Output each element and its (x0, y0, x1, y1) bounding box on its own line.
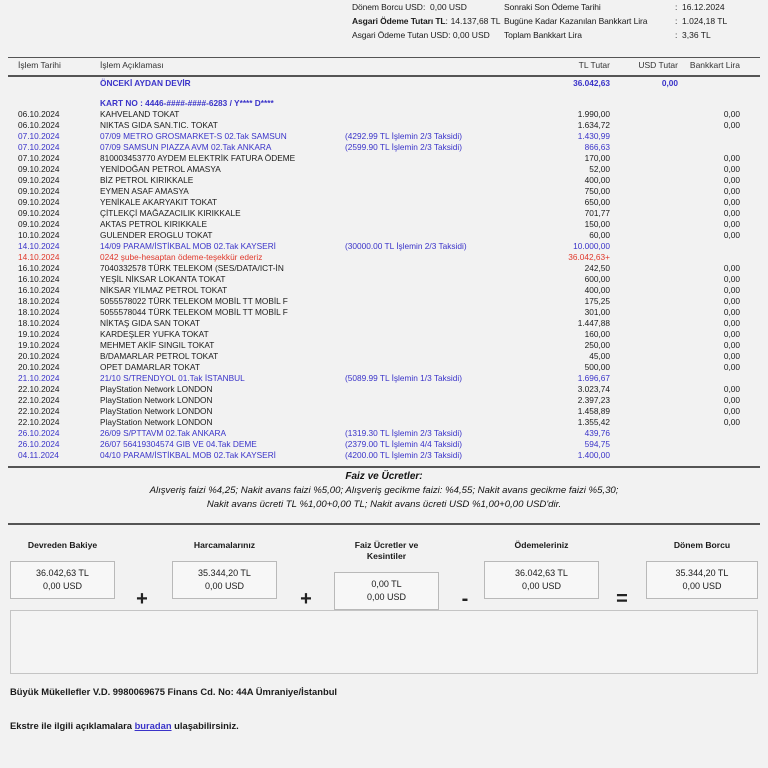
fees-rule-top (8, 466, 760, 468)
card-number-row (0, 98, 768, 109)
transaction-bankkart-lira: 0,00 (723, 417, 740, 427)
transaction-tl-amount: 36.042,63+ (568, 252, 610, 262)
transaction-date: 10.10.2024 (18, 230, 60, 240)
transaction-bankkart-lira: 0,00 (723, 340, 740, 350)
table-row (0, 120, 768, 131)
transaction-description: 5055578022 TÜRK TELEKOM MOBİL TT MOBİL F (100, 296, 288, 306)
summary-cell (484, 540, 599, 599)
summary-value: 0,00 USD (430, 2, 467, 12)
transaction-date: 07.10.2024 (18, 153, 60, 163)
transaction-bankkart-lira: 0,00 (723, 307, 740, 317)
summary-usd-value: 0,00 USD (42, 581, 83, 591)
summary-cell-label: Devreden Bakiye (27, 540, 98, 550)
transaction-description: PlayStation Network LONDON (100, 417, 213, 427)
transaction-description: EYMEN ASAF AMASYA (100, 186, 189, 196)
period-summary (0, 540, 768, 610)
summary-usd-value: 0,00 USD (521, 581, 562, 591)
transaction-bankkart-lira: 0,00 (723, 164, 740, 174)
transaction-bankkart-lira: 0,00 (723, 109, 740, 119)
table-row (0, 274, 768, 285)
transaction-description: NİKTAŞ GIDA SAN TOKAT (100, 318, 200, 328)
transaction-tl-amount: 60,00 (589, 230, 610, 240)
summary-info-row (352, 28, 768, 42)
summary-tl-value: 36.042,63 TL (36, 568, 89, 578)
transaction-bankkart-lira: 0,00 (723, 406, 740, 416)
transaction-date: 09.10.2024 (18, 219, 60, 229)
transaction-tl-amount: 1.447,88 (577, 318, 610, 328)
table-row (0, 373, 768, 384)
summary-operator: + (300, 588, 312, 610)
summary-cell-box (646, 561, 758, 599)
transaction-description: YENİDOĞAN PETROL AMASYA (100, 164, 221, 174)
transaction-description: 7040332578 TÜRK TELEKOM (SES/DATA/ICT-İN (100, 263, 284, 273)
summary-cell (334, 540, 439, 610)
summary-colon: : (423, 2, 426, 12)
summary-cell-label: Faiz Ücretler ve Kesintiler (354, 540, 419, 561)
transaction-tl-amount: 242,50 (584, 263, 610, 273)
note-text-before: Ekstre ile ilgili açıklamalara (10, 720, 135, 731)
table-row (0, 241, 768, 252)
installment-note: (5089.99 TL İşlemin 1/3 Taksidi) (345, 373, 462, 383)
summary-cell-box (334, 572, 439, 610)
fees-line-1: Alışveriş faizi %4,25; Nakit avans faizi %5,00; Alışveriş gecikme faizi: %4,55; Nakit avans gecikme faizi %5,30; (149, 485, 619, 496)
transaction-description: 0242 şube-hesaptan ödeme-teşekkür ederiz (100, 252, 263, 262)
transaction-date: 22.10.2024 (18, 384, 60, 394)
table-row (0, 428, 768, 439)
table-row (0, 131, 768, 142)
transaction-bankkart-lira: 0,00 (723, 362, 740, 372)
table-row (0, 351, 768, 362)
summary-info-row (352, 0, 768, 14)
statement-info-note (10, 720, 239, 731)
transaction-bankkart-lira: 0,00 (723, 329, 740, 339)
table-row (0, 219, 768, 230)
transaction-date: 16.10.2024 (18, 274, 60, 284)
transaction-tl-amount: 52,00 (589, 164, 610, 174)
transaction-bankkart-lira: 0,00 (723, 296, 740, 306)
transaction-bankkart-lira: 0,00 (723, 208, 740, 218)
col-header-bankkart-lira: Bankkart Lira (689, 60, 740, 70)
summary-cell (646, 540, 758, 599)
transaction-description: 26/07 56419304574 GIB VE 04.Tak DEME (100, 439, 257, 449)
table-row (0, 340, 768, 351)
transaction-description: 07/09 METRO GROSMARKET-S 02.Tak SAMSUN (100, 131, 287, 141)
transaction-tl-amount: 175,25 (584, 296, 610, 306)
transaction-date: 26.10.2024 (18, 428, 60, 438)
table-row (0, 164, 768, 175)
transaction-description: OPET DAMARLAR TOKAT (100, 362, 200, 372)
transaction-date: 06.10.2024 (18, 109, 60, 119)
summary-label: Asgari Ödeme Tutan USD (352, 30, 449, 40)
transaction-description: 07/09 SAMSUN PIAZZA AVM 02.Tak ANKARA (100, 142, 272, 152)
table-row (0, 406, 768, 417)
transaction-description: PlayStation Network LONDON (100, 384, 213, 394)
summary-operator: - (461, 588, 469, 610)
table-row (0, 142, 768, 153)
transaction-description: 04/10 PARAM/İSTİKBAL MOB 02.Tak KAYSERİ (100, 450, 276, 460)
summary-cell-label: Dönem Borcu (673, 540, 731, 550)
transaction-date: 19.10.2024 (18, 340, 60, 350)
account-summary-header (352, 0, 768, 44)
transaction-date: 07.10.2024 (18, 131, 60, 141)
summary-operator: + (136, 588, 148, 610)
transaction-date: 18.10.2024 (18, 318, 60, 328)
transaction-bankkart-lira: 0,00 (723, 120, 740, 130)
table-row (0, 109, 768, 120)
transaction-bankkart-lira: 0,00 (723, 285, 740, 295)
transaction-description: YEŞİL NİKSAR LOKANTA TOKAT (100, 274, 226, 284)
summary-tl-value: 36.042,63 TL (515, 568, 568, 578)
table-row (0, 384, 768, 395)
transaction-bankkart-lira: 0,00 (723, 274, 740, 284)
transaction-bankkart-lira: 0,00 (723, 175, 740, 185)
transaction-bankkart-lira: 0,00 (723, 219, 740, 229)
table-row (0, 252, 768, 263)
installment-note: (1319.30 TL İşlemin 2/3 Taksidi) (345, 428, 462, 438)
transaction-tl-amount: 301,00 (584, 307, 610, 317)
transaction-tl-amount: 866,63 (584, 142, 610, 152)
installment-note: (2379.00 TL İşlemin 4/4 Taksidi) (345, 439, 462, 449)
transaction-date: 16.10.2024 (18, 285, 60, 295)
transaction-bankkart-lira: 0,00 (723, 318, 740, 328)
transaction-date: 09.10.2024 (18, 164, 60, 174)
summary-value: 0,00 USD (452, 30, 490, 40)
transaction-description: B/DAMARLAR PETROL TOKAT (100, 351, 219, 361)
transaction-description: 21/10 S/TRENDYOL 01.Tak İSTANBUL (100, 373, 245, 383)
transaction-description: 14/09 PARAM/İSTİKBAL MOB 02.Tak KAYSERİ (100, 241, 276, 251)
transaction-tl-amount: 594,75 (584, 439, 610, 449)
fees-rule-bottom (8, 523, 760, 525)
col-header-date: İşlem Tarihi (18, 60, 61, 70)
transaction-tl-amount: 1.634,72 (577, 120, 610, 130)
transaction-date: 09.10.2024 (18, 186, 60, 196)
transaction-tl-amount: 750,00 (584, 186, 610, 196)
fees-title: Faiz ve Ücretler: (345, 471, 423, 482)
transaction-date: 09.10.2024 (18, 197, 60, 207)
transaction-tl-amount: 170,00 (584, 153, 610, 163)
summary-value-2: 16.12.2024 (682, 2, 725, 12)
transaction-bankkart-lira: 0,00 (723, 351, 740, 361)
summary-cell-label: Ödemeleriniz (514, 540, 569, 550)
transaction-description: YENİKALE AKARYAKIT TOKAT (100, 197, 218, 207)
transaction-date: 06.10.2024 (18, 120, 60, 130)
table-row (0, 208, 768, 219)
transaction-date: 26.10.2024 (18, 439, 60, 449)
summary-usd-value: 0,00 USD (204, 581, 245, 591)
summary-label-2: Toplam Bankkart Lira (504, 30, 582, 40)
col-header-usd-amount: USD Tutar (638, 60, 678, 70)
transaction-tl-amount: 1.430,99 (577, 131, 610, 141)
note-text-after: ulaşabilirsiniz. (171, 720, 239, 731)
transaction-description: NİKSAR YILMAZ PETROL TOKAT (100, 285, 228, 295)
installment-note: (2599.90 TL İşlemin 2/3 Taksidi) (345, 142, 462, 152)
carryover-row (0, 78, 768, 89)
transaction-bankkart-lira: 0,00 (723, 153, 740, 163)
table-row (0, 197, 768, 208)
transaction-date: 07.10.2024 (18, 142, 60, 152)
table-row (0, 186, 768, 197)
header-rule-bottom (8, 75, 760, 77)
transaction-description: 26/09 S/PTTAVM 02.Tak ANKARA (100, 428, 227, 438)
table-row (0, 395, 768, 406)
transaction-tl-amount: 250,00 (584, 340, 610, 350)
transaction-description: 5055578044 TÜRK TELEKOM MOBİL TT MOBİL F (100, 307, 288, 317)
summary-cell-box (172, 561, 277, 599)
transaction-tl-amount: 650,00 (584, 197, 610, 207)
transaction-date: 16.10.2024 (18, 263, 60, 273)
table-row (0, 153, 768, 164)
transaction-tl-amount: 150,00 (584, 219, 610, 229)
transaction-bankkart-lira: 0,00 (723, 395, 740, 405)
transaction-date: 18.10.2024 (18, 307, 60, 317)
transaction-description: AKTAS PETROL KIRIKKALE (100, 219, 207, 229)
summary-colon-2: : (675, 16, 678, 26)
transaction-date: 21.10.2024 (18, 373, 60, 383)
transaction-description: BİZ PETROL KIRIKKALE (100, 175, 194, 185)
table-row (0, 263, 768, 274)
summary-usd-value: 0,00 USD (682, 581, 722, 591)
installment-note: (30000.00 TL İşlemin 2/3 Taksidi) (345, 241, 467, 251)
transaction-date: 09.10.2024 (18, 175, 60, 185)
transaction-description: NIKTAS GIDA SAN.TIC. TOKAT (100, 120, 218, 130)
transaction-tl-amount: 500,00 (584, 362, 610, 372)
summary-cell-label: Harcamalarınız (193, 540, 256, 550)
summary-value-2: 3,36 TL (682, 30, 711, 40)
table-row (0, 296, 768, 307)
transaction-bankkart-lira: 0,00 (723, 186, 740, 196)
transaction-tl-amount: 400,00 (584, 175, 610, 185)
transaction-tl-amount: 10.000,00 (573, 241, 610, 251)
transactions-table (0, 78, 768, 461)
transaction-description: PlayStation Network LONDON (100, 395, 213, 405)
transaction-tl-amount: 2.397,23 (577, 395, 610, 405)
summary-label: Asgari Ödeme Tutarı TL (352, 16, 446, 26)
transaction-date: 20.10.2024 (18, 351, 60, 361)
summary-value-2: 1.024,18 TL (682, 16, 728, 26)
transaction-tl-amount: 701,77 (584, 208, 610, 218)
row-spacer (0, 89, 768, 98)
table-header (0, 60, 768, 74)
table-row (0, 175, 768, 186)
table-row (0, 362, 768, 373)
notes-box (10, 610, 758, 674)
transaction-date: 18.10.2024 (18, 296, 60, 306)
table-row (0, 417, 768, 428)
transaction-tl-amount: 3.023,74 (577, 384, 610, 394)
transaction-bankkart-lira: 0,00 (723, 230, 740, 240)
transaction-date: 19.10.2024 (18, 329, 60, 339)
transaction-tl-amount: 1.355,42 (577, 417, 610, 427)
transaction-date: 20.10.2024 (18, 362, 60, 372)
summary-value: 14.137,68 TL (450, 16, 501, 26)
card-number-label: KART NO : 4446-####-####-6283 / Y**** D**** (100, 98, 274, 108)
summary-cell (10, 540, 115, 599)
summary-usd-value: 0,00 USD (366, 592, 407, 602)
transaction-description: PlayStation Network LONDON (100, 406, 213, 416)
table-row (0, 307, 768, 318)
transaction-tl-amount: 1.400,00 (577, 450, 610, 460)
col-header-description: İşlem Açıklaması (100, 60, 164, 70)
transaction-bankkart-lira: 0,00 (723, 263, 740, 273)
transaction-tl-amount: 439,76 (584, 428, 610, 438)
col-header-tl-amount: TL Tutar (578, 60, 610, 70)
transaction-tl-amount: 1.458,89 (577, 406, 610, 416)
summary-colon-2: : (675, 30, 678, 40)
transaction-date: 14.10.2024 (18, 252, 60, 262)
summary-tl-value: 35.344,20 TL (675, 568, 729, 578)
transaction-bankkart-lira: 0,00 (723, 197, 740, 207)
carryover-tl-amount: 36.042,63 (573, 78, 610, 88)
carryover-usd-amount: 0,00 (661, 78, 678, 88)
table-row (0, 230, 768, 241)
summary-colon: : (448, 30, 451, 40)
header-rule-top (8, 57, 760, 58)
transaction-bankkart-lira: 0,00 (723, 384, 740, 394)
transaction-description: KARDEŞLER YUFKA TOKAT (100, 329, 209, 339)
transaction-tl-amount: 600,00 (584, 274, 610, 284)
table-row (0, 329, 768, 340)
summary-operator: = (616, 588, 628, 610)
transaction-description: 810003453770 AYDEM ELEKTRİK FATURA ÖDEME (100, 153, 296, 163)
summary-label: Dönem Borcu USD (352, 2, 423, 12)
statement-info-link[interactable]: buradan (134, 720, 172, 731)
summary-cell-box (10, 561, 115, 599)
transaction-description: MEHMET AKİF SINGIL TOKAT (100, 340, 215, 350)
transaction-tl-amount: 45,00 (589, 351, 610, 361)
transaction-description: ÇİTLEKÇİ MAĞAZACILIK KIRIKKALE (100, 208, 241, 218)
transaction-tl-amount: 1.990,00 (577, 109, 610, 119)
transaction-tl-amount: 160,00 (584, 329, 610, 339)
summary-label-2: Sonraki Son Ödeme Tarihi (504, 2, 601, 12)
transaction-date: 22.10.2024 (18, 395, 60, 405)
fees-section (0, 470, 768, 512)
carryover-label: ÖNCEKİ AYDAN DEVİR (100, 78, 191, 88)
summary-label-2: Bugüne Kadar Kazanılan Bankkart Lira (504, 16, 648, 26)
table-row (0, 450, 768, 461)
summary-colon: : (445, 16, 448, 26)
installment-note: (4200.00 TL İşlemin 2/3 Taksidi) (345, 450, 462, 460)
table-row (0, 439, 768, 450)
transaction-description: GULENDER EROGLU TOKAT (100, 230, 213, 240)
fees-line-2: Nakit avans ücreti TL %1,00+0,00 TL; Nakit avans ücreti USD %1,00+0,00 USD'dir. (206, 499, 562, 510)
transaction-date: 04.11.2024 (18, 450, 59, 460)
transaction-tl-amount: 1.696,67 (577, 373, 610, 383)
summary-colon-2: : (675, 2, 678, 12)
installment-note: (4292.99 TL İşlemin 2/3 Taksidi) (345, 131, 462, 141)
summary-cell (172, 540, 277, 599)
summary-tl-value: 0,00 TL (371, 579, 402, 589)
transaction-date: 22.10.2024 (18, 406, 60, 416)
summary-info-row (352, 14, 768, 28)
transaction-description: KAHVELAND TOKAT (100, 109, 180, 119)
summary-tl-value: 35.344,20 TL (198, 568, 251, 578)
table-row (0, 318, 768, 329)
transaction-date: 22.10.2024 (18, 417, 60, 427)
table-row (0, 285, 768, 296)
summary-cell-box (484, 561, 599, 599)
company-address: Büyük Mükellefler V.D. 9980069675 Finans Cd. No: 44A Ümraniye/İstanbul (10, 686, 338, 697)
transaction-tl-amount: 400,00 (584, 285, 610, 295)
transaction-date: 09.10.2024 (18, 208, 60, 218)
transaction-date: 14.10.2024 (18, 241, 60, 251)
